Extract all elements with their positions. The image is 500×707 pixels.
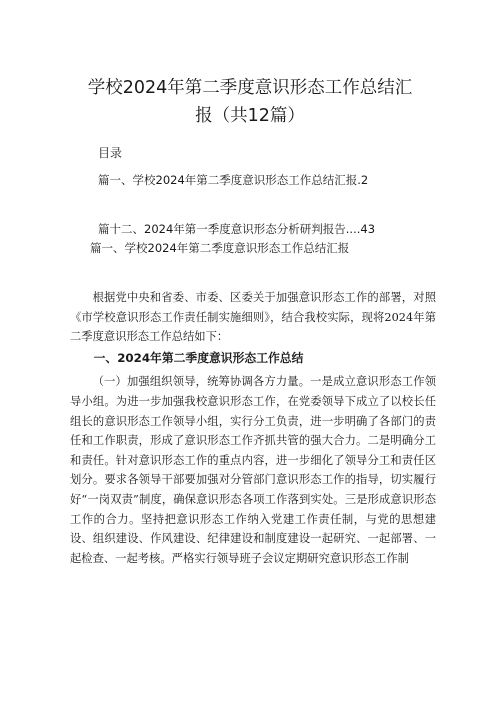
intro-paragraph: 根据党中央和省委、市委、区委关于加强意识形态工作的部署，对照《市学校意识形态工作责任制实施细则》，结合我校实际，现将2024年第二季度意识形态工作总结如下： — [70, 291, 436, 344]
toc-heading: 目录 — [98, 146, 123, 160]
toc-item-2[interactable]: 篇十二、2024年第一季度意识形态分析研判报告....43 — [98, 222, 376, 236]
toc-item-1[interactable]: 篇一、学校2024年第二季度意识形态工作总结汇报.2 — [98, 173, 369, 187]
subheading: 一、2024年第二季度意识形态工作总结 — [93, 350, 304, 365]
document-title — [60, 74, 440, 130]
title-line-1: 学校2024年第二季度意识形态工作总结汇 — [87, 78, 413, 98]
title-line-2: 报（共12篇） — [195, 106, 305, 126]
section-heading: 篇一、学校2024年第二季度意识形态工作总结汇报 — [90, 241, 350, 255]
document-body — [70, 288, 436, 568]
body-paragraph: （一）加强组织领导，统筹协调各方力量。一是成立意识形态工作领导小组。为进一步加强我校意识形态工作，在党委领导下成立了以校长任组长的意识形态工作领导小组，实行分工负责，进一步明确了各部门的责任和工作职责，形成了意识形态工作齐抓共管的强大合力。二是明确分工和责任。针对意识形态工作的重点内容，进一步细化了领导分工和责任区划分。要求各领导干部要加强对分管部门意识形态工作的指导，切实履行好“一岗双责”制度，确保意识形态各项工作落到实处。三是形成意识形态工作的合力。坚持把意识形态工作纳入党建工作责任制，与党的思想建设、组织建设、作风建设、纪律建设和制度建设一起研究、一起部署、一起检查、一起考核。严格实行领导班子会议定期研究意识形态工作制 — [70, 375, 436, 565]
